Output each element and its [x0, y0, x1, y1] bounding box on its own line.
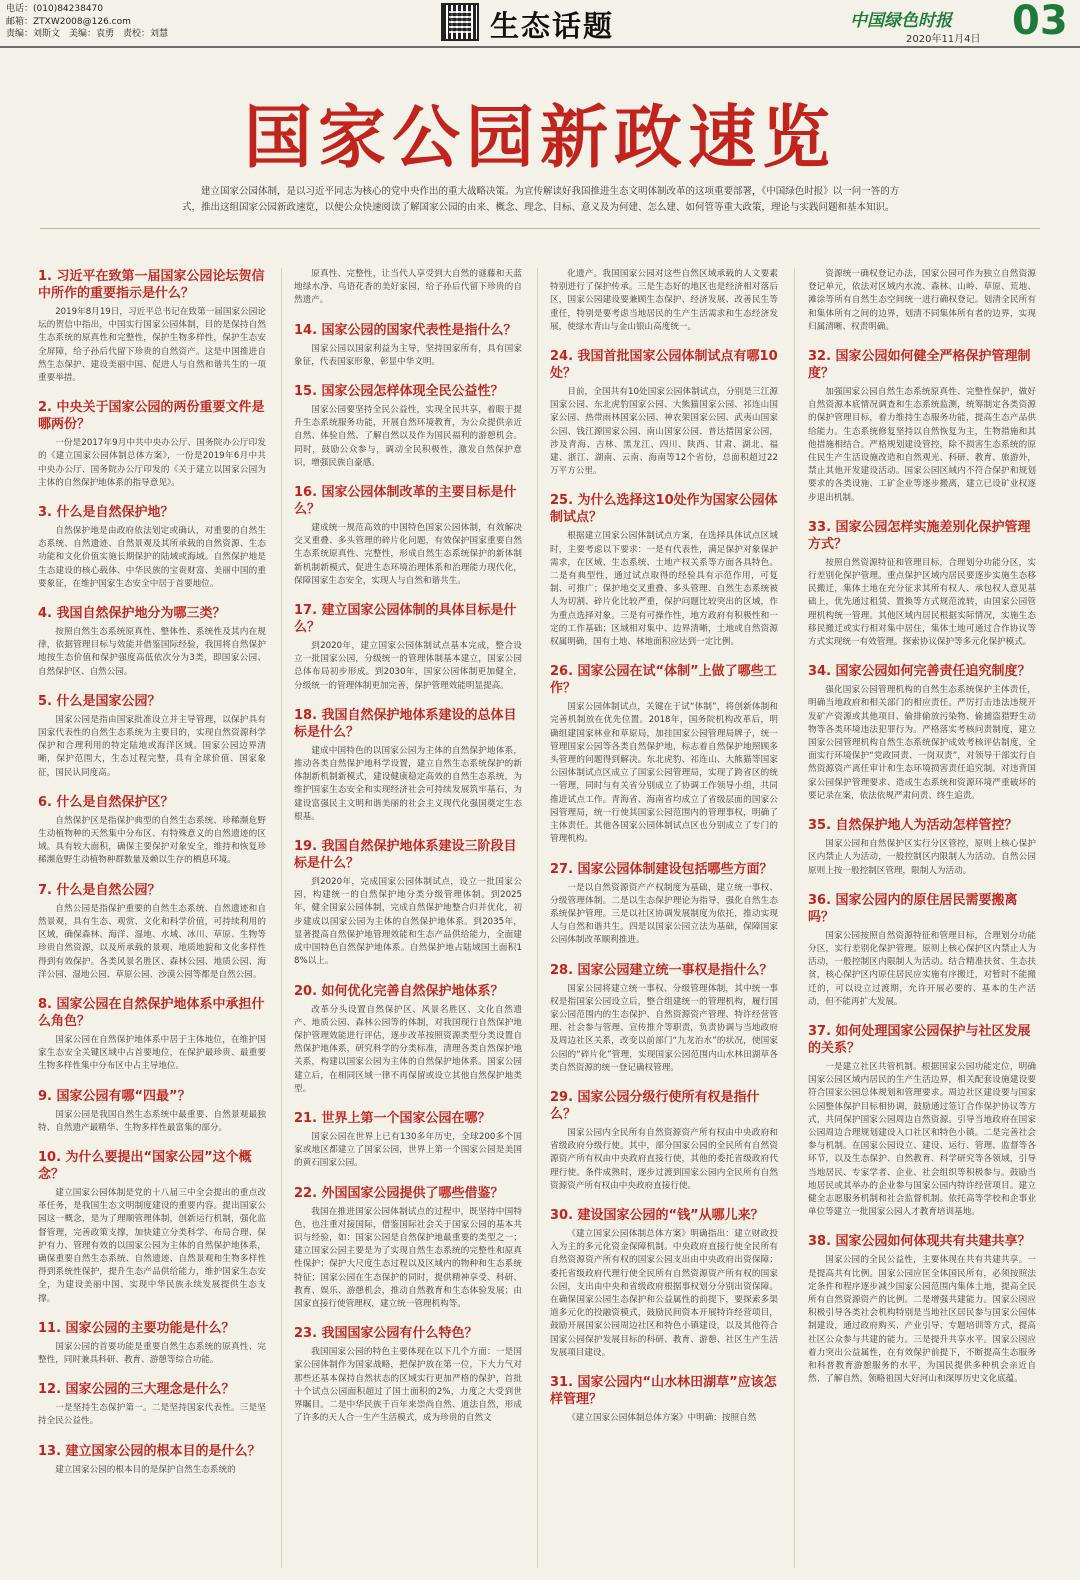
answer-text: 国家公园内全民所有自然资源资产所有权由中央政府和省级政府分级行使。其中，部分国家公园的全民所有自然资源资产所有权由中央政府直接行使，其他的委托省级政府代理行使。条件成熟时，逐步过渡到国家公园内全民所有自然资源资产所有权由中央政府直接行使。 [550, 1127, 778, 1191]
intro-divider [40, 228, 1040, 229]
answer-text: 目前，全国共有10处国家公园体制试点，分别是三江源国家公园、东北虎豹国家公园、大熊猫国家公园、祁连山国家公园、热带雨林国家公园、神农架国家公园、武夷山国家公园、钱江源国家公园、南山国家公园、普达措国家公园，涉及青海、吉林、黑龙江、四川、陕西、甘肃、湖北、福建、浙江、湖南、云南、海南等12个省份，总面积超过22万平方公里。 [550, 387, 778, 477]
question-heading: 24. 我国首批国家公园体制试点有哪10处？ [550, 349, 778, 382]
answer-text: 国家公园体制试点，关键在于试“体制”，将创新体制和完善机制放在优先位置。2018年，国务院机构改革后，明确组建国家林业和草原局，加挂国家公园管理局牌子，统一管理国家公园等各类自然保护地，标志着自然保护地照顾多头管理的问题得到解决。东北虎豹、祁连山、大熊猫等国家公园体制试点区成立了国家公园管理局，实现了跨省区的统一管理，同时与有关省分别成立了协调工作领导小组，共同推进试点工作。青海省、海南省均成立了省级层面的国家公园管理局，统一行使其国家公园范围内的管理事权，明确了主体责任。其他各国家公园体制试点区也分别成立了专门的管理机构。 [550, 702, 778, 845]
question-heading: 36. 国家公园内的原住居民需要搬离吗？ [808, 892, 1018, 925]
question-heading: 35. 自然保护地人为活动怎样管控？ [808, 818, 1018, 834]
page-headline: 国家公园新政速览 [243, 98, 836, 178]
page-number: 03 [1012, 0, 1068, 44]
answer-text: 《建立国家公园体制总体方案》明确指出：建立财政投入为主的多元化资金保障机制。中央政府直接行使全民所有自然资源资产所有权的国家公园支出由中央政府出资保障；委托省级政府代理行使全民所有自然资源资产所有权的国家公园，支出由中央和省级政府根据事权划分分别出资保障。在确保国家公园生态保护和公益属性的前提下，要探索多渠道多元化的投融资模式，鼓励民间资本开展特许经营项目，鼓励开展国家公园周边社区和特色小镇建设，以及其他符合国家公园保护发展目标的科研、教育、游憩、社区生产生活发展项目建设。 [550, 1228, 778, 1358]
question-heading: 31. 国家公园内“山水林田湖草”应该怎样管理？ [550, 1374, 777, 1407]
answer-text: 建成中国特色的以国家公园为主体的自然保护地体系，推动各类自然保护地科学设置，建立自然生态系统保护的新体制新机制新模式，建设健康稳定高效的自然生态系统，为维护国家生态安全和实现经济社会可持续发展筑牢基石，为建设富强民主文明和谐美丽的社会主义现代化强国奠定生态根基。 [294, 745, 522, 822]
answer-text: 国家公园以国家利益为主导，坚持国家所有，具有国家象征，代表国家形象，彰显中华文明。 [294, 343, 522, 367]
question-heading: 12. 国家公园的三大理念是什么？ [38, 1382, 235, 1398]
question-heading: 18. 我国自然保护地体系建设的总体目标是什么？ [294, 707, 517, 740]
question-heading: 28. 国家公园建立统一事权是指什么？ [550, 962, 773, 978]
phone-text: 电话：(010)84238470 [6, 4, 104, 14]
question-heading: 11. 国家公园的主要功能是什么？ [38, 1320, 235, 1336]
answer-text: 建立国家公园体制是党的十八届三中全会提出的重点改革任务，是我国生态文明制度建设的重要内容。提出国家公园这一概念，是为了理顺管理体制，创新运行机制，强化监督管理，完善政策支撑，加快建立分类科学、布局合理、保护有力、管理有效的以国家公园为主体的自然保护地体系，确保重要自然生态系统、自然遗迹、自然景观和生物多样性得到系统性保护，提升生态产品供给能力，维护国家生态安全，为建设美丽中国、实现中华民族永续发展提供生态支撑。 [38, 1187, 266, 1304]
answer-text: 到2020年，建立国家公园体制试点基本完成，整合设立一批国家公园，分级统一的管理体制基本建立，国家公园总体布局初步形成。到2030年，国家公园体制更加健全，分级统一的管理体制更加完善，保护管理效能明显提高。 [294, 641, 522, 691]
article-column-1 [38, 268, 266, 1568]
question-heading: 19. 我国自然保护地体系建设三阶段目标是什么？ [294, 839, 517, 872]
email-text: 邮箱：ZTXW2008@126.com [6, 16, 131, 27]
question-heading: 20. 如何优化完善自然保护地体系？ [294, 983, 504, 999]
answer-text: 强化国家公园管理机构的自然生态系统保护主体责任，明确当地政府和相关部门的相应责任。严厉打击违法违规开发矿产资源或其他项目、偷排偷放污染物、偷捕盗猎野生动物等各类环境违法犯罪行为。严格落实考核问责制度，建立国家公园管理机构自然生态系统保护成效考核评估制度，全面实行环境保护“党政同责、一岗双责”，对领导干部实行自然资源资产离任审计和生态环境损害责任追究制。对违背国家公园保护管理要求、造成生态系统和资源环境严重破坏的要记录在案，依法依规严肃问责、终生追责。 [808, 685, 1036, 801]
answer-text: 我国在推进国家公园体制试点的过程中，既坚持中国特色，也注重对接国际，借鉴国际社会关于国家公园的基本共识与经验，如：国家公园是自然保护地最重要的类型之一；建立国家公园主要是为了实现自然生态系统的完整性和原真性保护；保护大尺度生态过程以及区域内的物种和生态系统特征；国家公园在生态保护的同时，提供精神享受、科研、教育、娱乐、游憩机会，推动自然教育和生态体验发展；由国家直接行使管理权，建立统一管理机构等。 [294, 1206, 522, 1309]
section-title: 生态话题 [490, 9, 615, 43]
answer-text: 2019年8月19日，习近平总书记在致第一届国家公园论坛的贺信中指出，中国实行国家公园体制，目的是保持自然生态系统的原真性和完整性，保护生物多样性，保护生态安全屏障，给子孙后代留下珍贵的自然资产。这是中国推进自然生态保护、建设美丽中国、促进人与自然和谐共生的一项重要举措。 [38, 307, 266, 384]
paper-logo: 中国绿色时报 [850, 11, 952, 31]
issue-date: 2020年11月4日 [906, 34, 981, 45]
question-heading: 1. 习近平在致第一届国家公园论坛贺信中所作的重要指示是什么？ [38, 269, 265, 301]
question-heading: 30. 建设国家公园的“钱”从哪儿来？ [550, 1207, 764, 1223]
question-heading: 5. 什么是国家公园？ [38, 693, 161, 709]
question-heading: 37. 如何处理国家公园保护与社区发展的关系？ [808, 1023, 1031, 1056]
answer-text: 建成统一规范高效的中国特色国家公园体制，有效解决交叉重叠、多头管理的碎片化问题，有效保护国家重要自然生态系统原真性、完整性，形成自然生态系统保护的新体制新机制新模式，促进生态环境治理体系和治理能力现代化，保障国家生态安全，实现人与自然和谐共生。 [294, 523, 522, 586]
question-heading: 2. 中央关于国家公园的两份重要文件是哪两份？ [38, 400, 265, 433]
question-heading: 23. 我国国家公园有什么特色？ [294, 1326, 478, 1342]
answer-text: 自然保护地是由政府依法划定或确认，对重要的自然生态系统、自然遗迹、自然景观及其所承载的自然资源、生态功能和文化价值实施长期保护的陆域或海域。自然保护地是生态建设的核心载体、中华民族的宝贵财富、美丽中国的重要象征，在维护国家生态安全中居于首要地位。 [38, 526, 266, 589]
answer-text: 国家公园将建立统一事权、分级管理体制，其中统一事权是指国家公园设立后，整合组建统一的管理机构，履行国家公园范围内的生态保护、自然资源资产管理、特许经营管理、社会参与管理、宣传推介等职责，负责协调与当地政府及周边社区关系，改变以前部门“九龙治水”的状况，使国家公园的“碎片化”管理，实现国家公园范围内山水林田湖草各类自然资源的统一登记确权管理。 [550, 983, 778, 1073]
article-column-4 [808, 268, 1036, 1568]
question-heading: 8. 国家公园在自然保护地体系中承担什么角色？ [38, 996, 265, 1029]
answer-text: 改革分头设置自然保护区、风景名胜区、文化自然遗产、地质公园、森林公园等的体制，对我国现行自然保护地保护管理效能进行评估，逐步改革按照资源类型分类设置自然保护地体系，研究科学的分类标准，清理各类自然保护地关系，构建以国家公园为主体的自然保护地体系。国家公园建立后，在相同区域一律不再保留或设立其他自然保护地类型。 [294, 1004, 522, 1094]
answer-text: 《建立国家公园体制总体方案》中明确：按照自然 [567, 1412, 757, 1423]
question-heading: 26. 国家公园在试“体制”上做了哪些工作？ [550, 664, 777, 697]
answer-text: 按照自然生态系统原真性、整体性、系统性及其内在规律，依据管理目标与效能并借鉴国际经验，我国将自然保护地按生态价值和保护强度高低依次分为3类，即国家公园、自然保护区、自然公园。 [38, 627, 266, 677]
answer-text: 国家公园的全民公益性，主要体现在共有共建共享。一是提高共有比例。国家公园应匡全体国民所有，必须按照法定条件和程序逐步减少国家公园范围内集体土地，提高全民所有自然资源资产的比例。二是增强共建能力。国家公园应积极引导各类社会机构特别是当地社区居民参与国家公园体制建设，通过政府购买、产业引导、专题培训等方式，提高社区公众参与共建的能力。三是提升共享水平。国家公园应着力突出公益属性，在有效保护前提下，不断提高生态服务和科普教育游憩服务的水平，为国民提供多种机会亲近自然、了解自然，领略祖国大好河山和深厚历史文化底蕴。 [808, 1255, 1036, 1385]
answer-text: 国家公园在世界上已有130多年历史，全球200多个国家或地区都建立了国家公园，世界上第一个国家公园是美国的黄石国家公园。 [294, 1131, 522, 1169]
answer-text: 国家公园的首要功能是重要自然生态系统的原真性、完整性，同时兼具科研、教育、游憩等综合功能。 [38, 1341, 266, 1365]
answer-text: 国家公园在自然保护地体系中居于主体地位，在维护国家生态安全关键区域中占首要地位，在保护最珍贵、最重要生物多样性集中分布区中占主导地位。 [38, 1034, 266, 1072]
column-divider [794, 268, 795, 1568]
answer-text: 资源统一确权登记办法，国家公园可作为独立自然资源登记单元，依法对区域内水流、森林、山岭、草原、荒地、滩涂等所有自然生态空间统一进行确权登记。划清全民所有和集体所有之间的边界，划清不同集体所有者的边界，实现归属清晰、权责明确。 [808, 269, 1036, 332]
article-column-2 [294, 268, 522, 1568]
answer-text: 国家公园是指由国家批准设立并主导管理，以保护具有国家代表性的自然生态系统为主要目的，实现自然资源科学保护和合理利用的特定陆地或海洋区域。国家公园边界清晰，保护范围大，生态过程完整，具有全球价值、国家象征，国民认同度高。 [38, 714, 266, 778]
question-heading: 16. 国家公园体制改革的主要目标是什么？ [294, 485, 517, 518]
answer-text: 建立国家公园的根本目的是保护自然生态系统的 [55, 1464, 236, 1475]
question-heading: 13. 建立国家公园的根本目的是什么？ [38, 1443, 261, 1459]
question-heading: 29. 国家公园分级行使所有权是指什么？ [550, 1089, 760, 1122]
answer-text: 自然公园是指保护重要的自然生态系统、自然遗迹和自然景观，具有生态、观赏、文化和科学价值，可持续利用的区域，确保森林、海洋、湿地、水域、冰川、草原、生物等珍贵自然资源，以及所承载的景观、地质地貌和文化多样性得到有效保护。各类风景名胜区、森林公园、地质公园、海洋公园、湿地公园、草原公园、沙漠公园等都是自然公园。 [38, 903, 266, 980]
question-heading: 21. 世界上第一个国家公园在哪？ [294, 1110, 491, 1126]
answer-text: 一是坚持生态保护第一。二是坚持国家代表性。三是坚持全民公益性。 [38, 1403, 266, 1427]
qr-code-icon [443, 5, 477, 39]
intro-paragraph: 建立国家公园体制，是以习近平同志为核心的党中央作出的重大战略决策。为宣传解读好我国推进生态文明体制改革的这项重要部署，《中国绿色时报》以一问一答的方式，推出这组国家公园新政速览，以便公众快速阅读了解国家公园的由来、概念、理念、目标、意义及为何建、怎么建、如何管等重大政策，理论与实践问题和基本知识。 [182, 186, 900, 213]
answer-text: 我国国家公园的特色主要体现在以下几个方面：一是国家公园体制作为国家战略，把保护放在第一位，下大力气对那些还基本保持自然状态的区域实行更加严格的保护，首批十个试点公园面积超过了国土面积的2%，力度之大受到世界瞩目。二是中华民族千百年来崇尚自然、道法自然，形成了许多的天人合一生产生活模式，成为珍贵的自然文 [294, 1347, 522, 1424]
answer-text: 一是以自然资源资产产权制度为基础，建立统一事权、分级管理体制。二是以生态保护理论为指导，强化自然生态系统保护管理。三是以社区协调发展制度为依托，推动实现人与自然和谐共生。四是以国家公园立法为基础，保障国家公园体制改革顺利推进。 [550, 882, 778, 946]
answer-text: 原真性、完整性，让当代人享受到大自然的谜藤和天蓝地绿水净、鸟语花香的美好家园，给子孙后代留下珍贵的自然遗产。 [294, 269, 522, 306]
question-heading: 33. 国家公园怎样实施差别化保护管理方式？ [808, 519, 1031, 552]
question-heading: 38. 国家公园如何体现共有共建共享？ [808, 1234, 1031, 1250]
question-heading: 3. 什么是自然保护地？ [38, 505, 174, 521]
question-heading: 6. 什么是自然保护区？ [38, 794, 174, 810]
answer-text: 一是建立社区共管机制。根据国家公园功能定位，明确国家公园区域内居民的生产生活边界，相关配套设施建设要符合国家公园总体规划和管理要求。周边社区建设要与国家公园整体保护目标相协调，鼓励通过签订合作保护协议等方式，共同保护国家公园周边自然资源。引导当地政府在国家公园周边合理规划建设入口社区和特色小镇。二是完善社会参与机制。在国家公园设立、建设、运行、管理、监督等各环节，以及生态保护、自然教育、科学研究等各领域，引导当地居民、专家学者、企业、社会组织等积极参与。鼓励当地居民或其举办的企业参与国家公园内特许经营项目。建立健全志愿服务机制和社会监督机制。依托高等学校和企事业单位等建立一批国家公园人才教育培训基地。 [808, 1061, 1036, 1218]
answer-text: 自然保护区是指保护典型的自然生态系统、珍稀濒危野生动植物种的天然集中分布区、有特殊意义的自然遗迹的区域。具有较大面积，确保主要保护对象安全，维持和恢复珍稀濒危野生动植物种群数量及赖以生存的栖息环境。 [38, 815, 266, 866]
masthead-contact [6, 3, 168, 41]
question-heading: 32. 国家公园如何健全严格保护管理制度？ [808, 349, 1031, 382]
question-heading: 9. 国家公园有哪“四最”？ [38, 1088, 191, 1104]
masthead-divider [0, 46, 1080, 48]
answer-text: 按照自然资源特征和管理目标，合理划分功能分区，实行差别化保护管理。重点保护区域内居民要逐步实施生态移民搬迁，集体土地在充分征求其所有权人、承包权人意见基础上，优先通过租赁、置换等方式规范流转，由国家公园管理机构统一管理。其他区域内居民根据实际情况，实施生态移民搬迁或实行相对集中居住，集体土地可通过合作协议等方式实现统一有效管理。探索协议保护等多元化保护模式。 [808, 557, 1036, 648]
question-heading: 34. 国家公园如何完善责任追究制度？ [808, 664, 1031, 680]
answer-text: 化遗产。我国国家公园对这些自然区域承载的人文要素特别进行了保护传承。三是生态好的地区也是经济相对落后区，国家公园建设要兼顾生态保护、经济发展、改善民生等重任，特别是要考虑当地居民的生产生活需求和生态经济发展，使绿水青山与金山银山高度统一。 [550, 269, 778, 332]
question-heading: 27. 国家公园体制建设包括哪些方面？ [550, 861, 773, 877]
answer-text: 国家公园要坚持全民公益性，实现全民共享，着眼于提升生态系统服务功能，开展自然环境教育，为公众提供亲近自然、体验自然、了解自然以及作为国民福利的游憩机会。同时，鼓励公众参与，调动全民积极性，激发自然保护意识，增强民族自豪感。 [294, 405, 522, 468]
question-heading: 4. 我国自然保护地分为哪三类？ [38, 606, 226, 622]
answer-text: 一份是2017年9月中共中央办公厅、国务院办公厅印发的《建立国家公园体制总体方案》，一份是2019年6月中共中央办公厅、国务院办公厅印发的《关于建立以国家公园为主体的自然保护地体系的指导意见》。 [38, 438, 266, 488]
answer-text: 国家公园和自然保护区实行分区管控，原则上核心保护区内禁止人为活动，一般控制区内限制人为活动。自然公园原则上按一般控制区管理，限制人为活动。 [808, 839, 1036, 876]
masthead [0, 0, 1080, 46]
answer-text: 根据建立国家公园体制试点方案，在选择具体试点区域时，主要考虑以下要求：一是有代表性，满足保护对象保护需求，在区域、生态系统、土地产权关系等方面各具特色。二是有典型性，通过试点取得的经验具有示范作用，可复制、可推广；保护地交叉重叠、多头管理、自然生态系统被人为切割、碎片化比较严重，保护问题比较突出的区域，作为重点选择对象。三是有可操作性，地方政府有积极性和一定的工作基础；区域相对集中、边界清晰，土地或自然资源权属明确，国有土地、林地面积应达到一定比例。 [550, 531, 778, 648]
answer-text: 国家公园是我国自然生态系统中最重要、自然景观最独特、自然遗产最精华、生物多样性最富集的部分。 [38, 1109, 266, 1133]
question-heading: 25. 为什么选择这10处作为国家公园体制试点？ [550, 493, 778, 526]
question-heading: 7. 什么是自然公园？ [38, 882, 161, 898]
answer-text: 到2020年，完成国家公园体制试点，设立一批国家公园，构建统一的自然保护地分类分级管理体制。到2025年，健全国家公园体制，完成自然保护地整合归并优化，初步建成以国家公园为主体的自然保护地体系。到2035年，显著提高自然保护地管理效能和生态产品供给能力，全面建成中国特色自然保护地体系。自然保护地占陆域国土面积18%以上。 [294, 877, 522, 967]
answer-text: 国家公园按照自然资源特征和管理目标，合理划分功能分区，实行差别化保护管理。原则上核心保护区内禁止人为活动，一般控制区内限制人为活动。结合精准扶贫、生态扶贫，核心保护区内原住居民应实施有序搬迁，对暂时不能搬迁的，可以设立过渡期，允许开展必要的、基本的生产活动，但不能再扩大发展。 [808, 930, 1036, 1007]
answer-text: 加强国家公园自然生态系统原真性、完整性保护，做好自然资源本底情况调查和生态系统监测，统筹制定各类资源的保护管理目标，着力维持生态服务功能，提高生态产品供给能力。生态系统修复坚持以自然恢复为主，生物措施和其他措施相结合。严格规划建设管控，除不损害生态系统的原住民生产生活设施改造和自然观光、科研、教育、旅游外，禁止其他开发建设活动。国家公园区域内不符合保护和规划要求的各类设施、工矿企业等逐步搬离，建立已设矿业权逐步退出机制。 [808, 387, 1036, 503]
column-divider [537, 268, 538, 1568]
question-heading: 14. 国家公园的国家代表性是指什么？ [294, 322, 517, 338]
question-heading: 10. 为什么要提出“国家公园”这个概念？ [38, 1149, 252, 1182]
article-column-3 [550, 268, 778, 1568]
column-divider [281, 268, 282, 1568]
question-heading: 15. 国家公园怎样体现全民公益性？ [294, 384, 504, 400]
question-heading: 22. 外国国家公园提供了哪些借鉴？ [294, 1185, 504, 1201]
question-heading: 17. 建立国家公园体制的具体目标是什么？ [294, 603, 517, 636]
editors-text: 责编：刘斯文 美编：袁勇 责校：刘慧 [6, 29, 169, 39]
